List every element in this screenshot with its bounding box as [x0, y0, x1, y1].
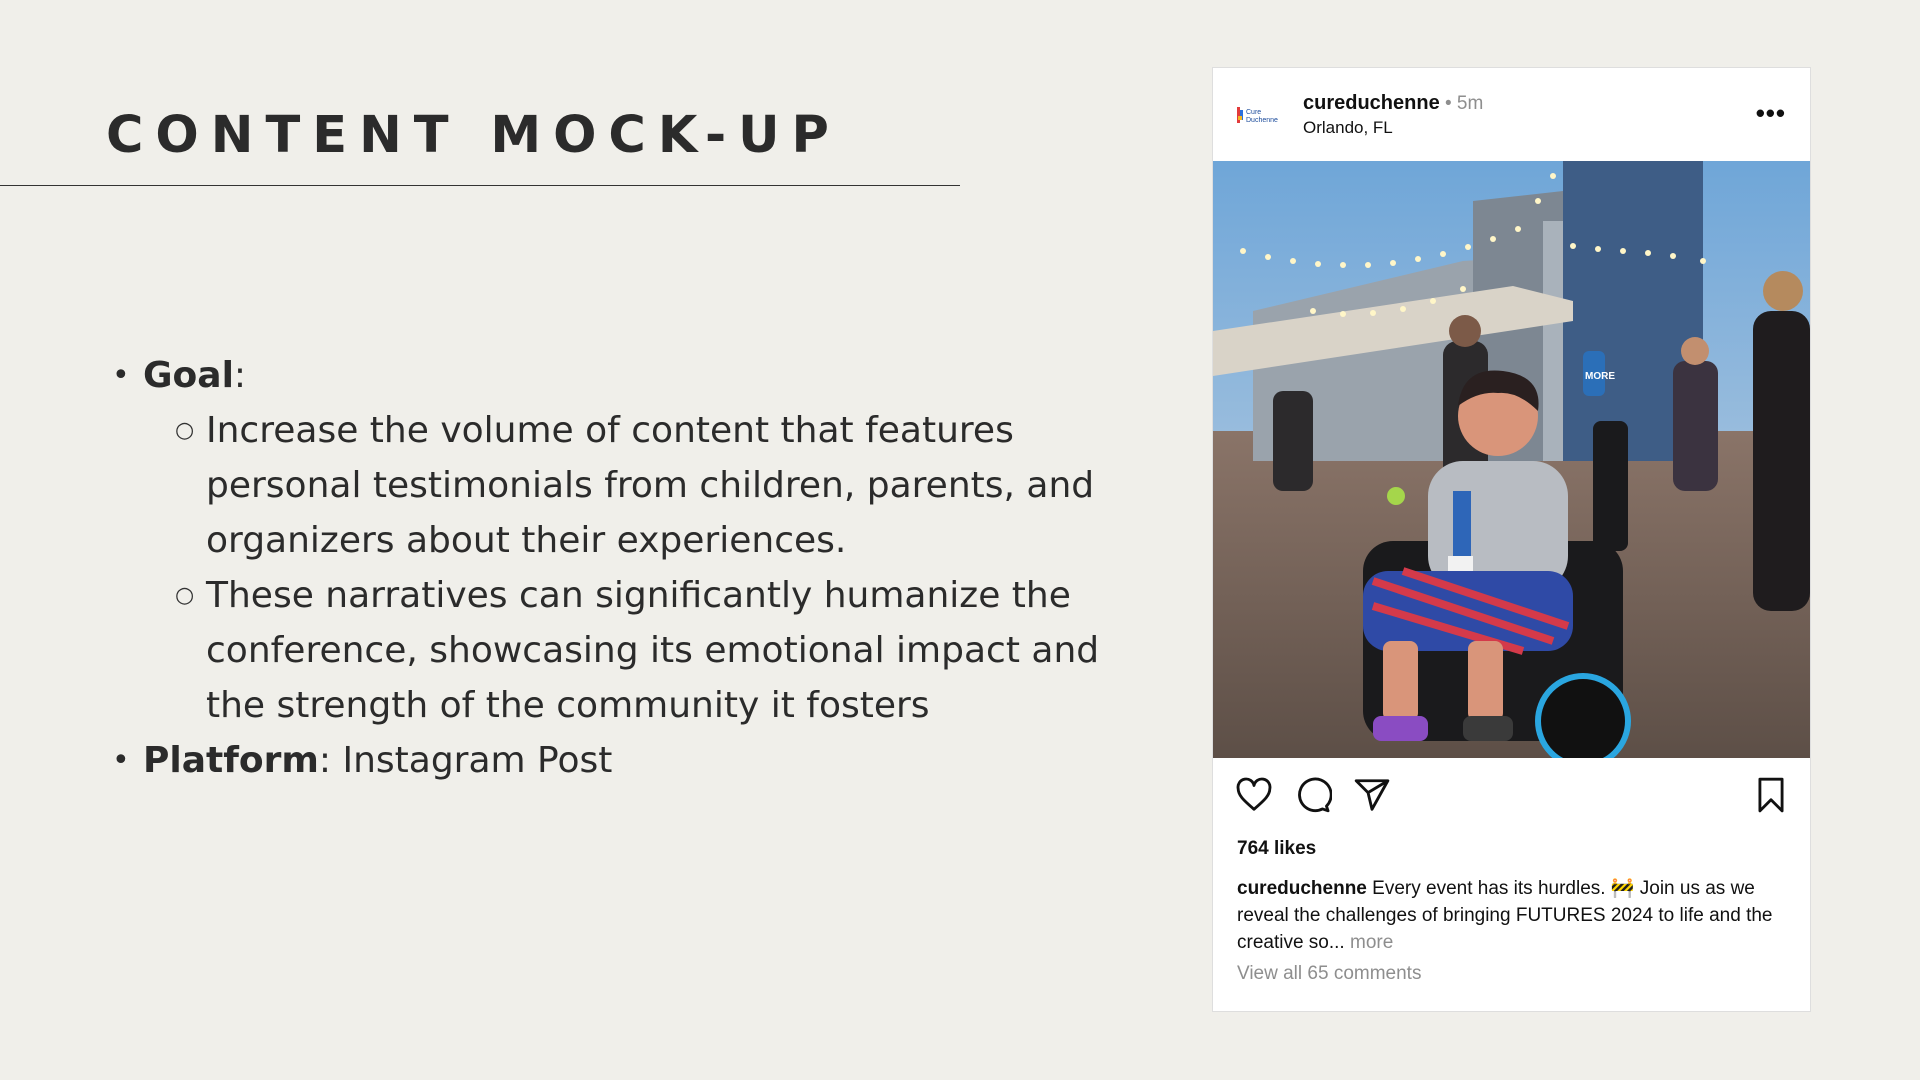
comment-icon[interactable]: [1294, 776, 1332, 814]
goal-label: Goal: [143, 355, 234, 396]
sub-bullet-circle: ○: [175, 418, 195, 443]
post-time: • 5m: [1439, 93, 1484, 114]
share-icon[interactable]: [1353, 776, 1391, 814]
bullet-dot: •: [112, 358, 130, 393]
caption-more-link[interactable]: more: [1344, 932, 1394, 953]
cureduchenne-logo-avatar[interactable]: [1235, 102, 1287, 128]
bullet-dot: •: [112, 743, 130, 778]
heart-icon[interactable]: [1235, 776, 1273, 814]
slide-title: CONTENT MOCK-UP: [106, 106, 841, 165]
platform-value: : Instagram Post: [318, 740, 613, 781]
goal-point: [175, 403, 1172, 568]
svg-text:Cure: Cure: [1246, 109, 1262, 116]
goal-heading: [143, 348, 246, 403]
post-username[interactable]: cureduchenne: [1303, 92, 1440, 114]
post-header: [1213, 68, 1810, 161]
post-photo: [1213, 161, 1810, 758]
platform-bullet: [112, 733, 1172, 788]
post-actions-bar: [1235, 776, 1790, 816]
post-username-line: [1303, 92, 1483, 115]
platform-label: Platform: [143, 740, 319, 781]
caption-text: Every event has its hurdles. 🚧 Join us as we reveal the challenges of bringing FUTURES 2024 to life and the creative so...: [1237, 878, 1773, 953]
post-caption: [1237, 875, 1797, 956]
goal-sub-list: [175, 403, 1172, 733]
sub-bullet-circle: ○: [175, 583, 195, 608]
view-comments-link[interactable]: View all 65 comments: [1237, 963, 1422, 984]
likes-count[interactable]: 764 likes: [1237, 838, 1317, 859]
goal-point-text: These narratives can significantly humanize the conference, showcasing its emotional impact and the strength of the community it fosters: [206, 575, 1100, 726]
goal-point-text: Increase the volume of content that features personal testimonials from children, parents, and organizers about their experiences.: [206, 410, 1095, 561]
more-horizontal-icon[interactable]: •••: [1755, 98, 1786, 128]
caption-username[interactable]: cureduchenne: [1237, 878, 1367, 899]
foam-finger-text: MORE: [1585, 371, 1615, 382]
instagram-post-card: [1212, 67, 1811, 1012]
content-list: [112, 348, 1172, 788]
goal-point: [175, 568, 1172, 733]
bookmark-icon[interactable]: [1752, 776, 1790, 814]
goal-colon: :: [233, 355, 247, 396]
goal-bullet: [112, 348, 1172, 403]
svg-text:Duchenne: Duchenne: [1246, 117, 1278, 124]
title-divider: [0, 185, 960, 186]
platform-line: [143, 733, 612, 788]
post-location[interactable]: Orlando, FL: [1303, 118, 1393, 137]
